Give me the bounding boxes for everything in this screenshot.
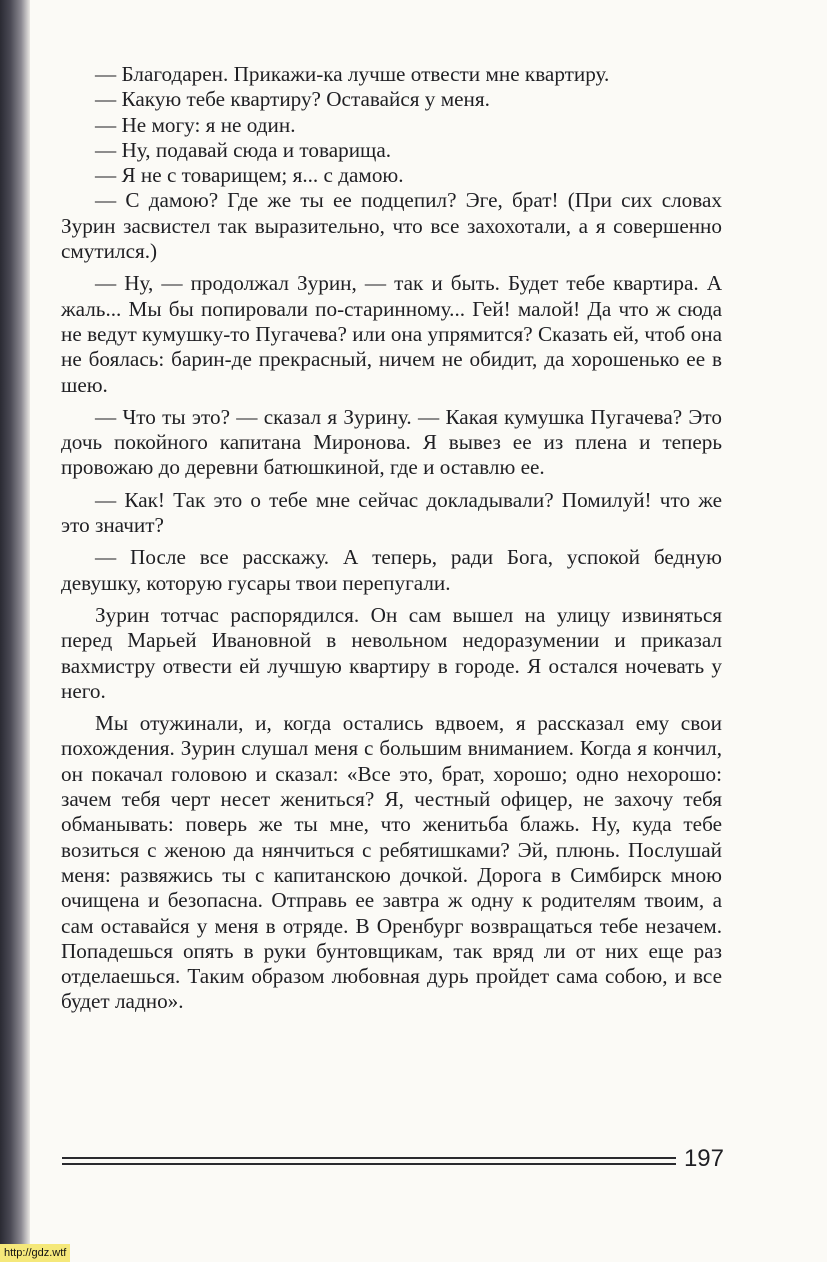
- page-number: 197: [683, 1145, 724, 1172]
- paragraph: — После все расскажу. А теперь, ради Бога, успокой бедную девушку, которую гусары твои перепугали.: [61, 545, 722, 595]
- paragraph: — Я не с товарищем; я... с дамою.: [95, 163, 404, 188]
- paragraph: Мы отужинали, и, когда остались вдвоем, я рассказал ему свои похождения. Зурин слушал меня с большим вниманием. Когда я кончил, он покачал головою и сказал: «Все это, брат, хорошо; одно нехорошо: зачем тебя черт несет жениться? Я, честный офицер, не захочу тебя обманывать: поверь же ты мне, что женитьба блажь. Ну, куда тебе возиться с женою да нянчиться с ребятишками? Эй, плюнь. Послушай меня: развяжись ты с капитанскою дочкой. Дорога в Симбирск мною очищена и безопасна. Отправь ее завтра ж одну к родителям твоим, а сам оставайся у меня в отряде. В Оренбург возвращаться тебе незачем. Попадешься опять в руки бунтовщикам, так вряд ли от них еще раз отделаешься. Таким образом любовная дурь пройдет сама собою, и все будет ладно».: [61, 711, 722, 1014]
- paragraph: — Ну, подавай сюда и товарища.: [95, 137, 392, 162]
- paragraph: Зурин тотчас распорядился. Он сам вышел на улицу извиняться перед Марьей Ивановной в невольном недоразумении и приказал вахмистру отвести ей лучшую квартиру в городе. Я остался ночевать у него.: [61, 602, 722, 703]
- book-spine-shadow: [0, 0, 30, 1262]
- footer-rule-top: [62, 1157, 676, 1159]
- paragraph: — Не могу: я не один.: [95, 112, 296, 137]
- paragraph: — Благодарен. Прикажи-ка лучше отвести мне квартиру.: [95, 62, 610, 86]
- paragraph: — С дамою? Где же ты ее подцепил? Эге, брат! (При сих словах Зурин засвистел так выразительно, что все захохотали, а я совершенно смутился.): [61, 188, 722, 264]
- paragraph: — Ну, — продолжал Зурин, — так и быть. Будет тебе квартира. А жаль... Мы бы попировали по-старинному... Гей! малой! Да что ж сюда не ведут кумушку-то Пугачева? или она упрямится? Сказать ей, чтоб она не боялась: барин-де прекрасный, ничем не обидит, да хорошенько ее в шею.: [61, 271, 722, 397]
- page-text: [61, 62, 722, 1015]
- paragraph: — Что ты это? — сказал я Зурину. — Какая кумушка Пугачева? Это дочь покойного капитана Миронова. Я вывез ее из плена и теперь провожаю до деревни батюшкиной, где и оставлю ее.: [61, 404, 722, 480]
- paragraph: — Как! Так это о тебе мне сейчас докладывали? Помилуй! что же это значит?: [61, 487, 722, 538]
- watermark-link[interactable]: http://gdz.wtf: [0, 1244, 70, 1262]
- footer-rule-bottom: [62, 1163, 676, 1165]
- paragraph: — Какую тебе квартиру? Оставайся у меня.: [95, 87, 490, 112]
